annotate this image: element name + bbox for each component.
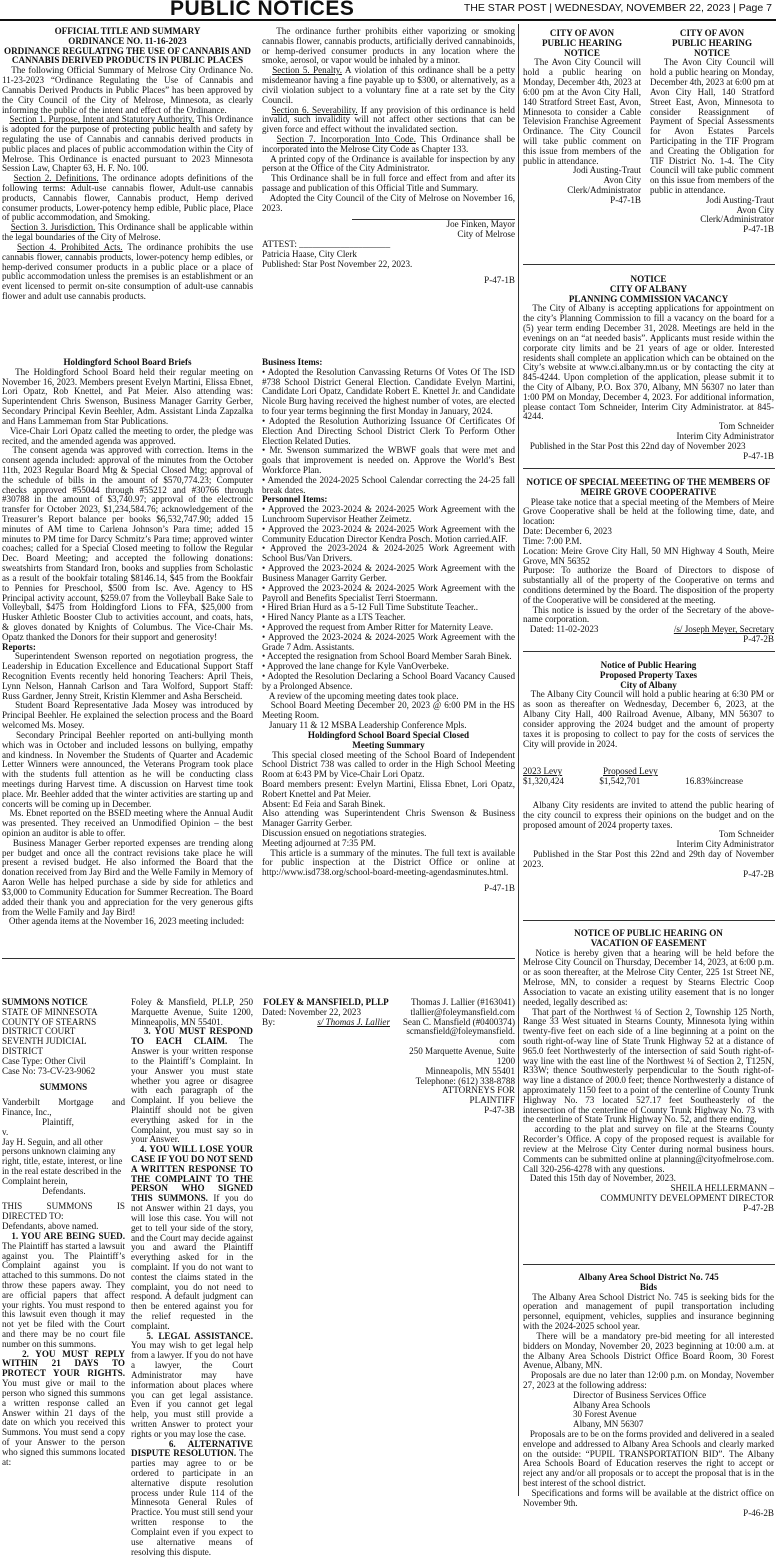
ordinance-title: OFFICIAL TITLE AND SUMMARY [54, 26, 201, 36]
notice-code: P-47-1B [484, 274, 515, 285]
notice-heading: CITY OF AVON [549, 28, 615, 38]
levy-change: 16.83%increase [685, 776, 743, 787]
notice-body: Proposals are due no later than 12:00 p.m. on Monday, November 27, 2023 at the following address: [523, 1370, 774, 1390]
notice-code: P-47-1B [743, 450, 774, 461]
section-label: Section 1. Purpose, Intent and Statutory Authority. [9, 114, 195, 125]
notice-heading: NOTICE [630, 274, 667, 284]
summons-item-text: The parties may agree to or be ordered to participate in an alternative dispute resolution process under Rule 114 of the Minnesota General Rules of Practice. You must still send your written response to the Complaint even if you expect to use alternative means of resolving this dispute. [131, 1448, 254, 1557]
notice-body: The Avon City Council will hold a public hearing on Monday, December 4th, 2023 at 6:00 pm at Avon City Hall, 140 Stratford Street East, Avon, Minnesota to consider Reassignment of Payment of Special Assessments for Avon Estates Parcels Participating in the TIF Program and Creating the Obligation for TIF District No. 1-4. The City Council will take public comment on this issue from members of the public in attendance. [650, 57, 774, 195]
levy-table [523, 767, 743, 787]
plaintiff-attorney-address: Foley & Mansfield, PLLP, 250 Marquette Avenue, Suite 1200, Minneapolis, MN 55401. [131, 997, 253, 1027]
personnel-item: • Approved the 2023-2024 & 2024-2025 Work Agreement with the Grade 7 Adm. Assistants. [262, 631, 515, 652]
section-label: Section 3. Jurisdiction. [10, 222, 96, 233]
personnel-item: • Approved the lane change for Kyle VanOverbeke. [262, 661, 449, 672]
summons-item-text: The Answer is your written response to the Plaintiff’s Complaint. In your Answer you must state whether you agree or disagree with each paragraph of the Complaint. If you believe the Plaintiff should not be given everything asked for in the Complaint, you must say so in your Answer. [131, 1036, 253, 1145]
summons-item-heading: 4. YOU WILL LOSE YOUR CASE IF YOU DO NOT SEND A WRITTEN RESPONSE TO THE COMPLAINT TO THE PERSON WHO SIGNED THIS SUMMONS. [131, 1144, 253, 1204]
personnel-item: • Accepted the resignation from School Board Member Sarah Binek. [262, 651, 512, 662]
signer-name: Jodi Austing-Traut [705, 194, 774, 205]
business-item: • Adopted the Resolution Authorizing Issuance Of Certificates Of Election And Directing School District Clerk To Perform Other Election Related Duties. [262, 415, 515, 446]
holdingford-briefs-col1: Holdingford School Board Briefs The Holdingford School Board held their regular meeting on November 16, 2023. Members present Evelyn Martini, Elissa Ebnet, Lori Opatz, Rob Knettel, and Pat Meier. Also attending was: Superintendent Chris Swenson, Business Manager Garrity Gerber, Secondary Principal Kevin Beehler, Adm. Assistant Linda Zapzalka and Hans Lammeman from Star Publications. Vice-Chair Lori Opatz called the meeting to order, the pledge was recited, and the amended agenda was approved. The consent agenda was approved with correction. Items in the consent agenda included: approval of the minutes from the October 11th, 2023 Regular Board Mtg & Special Closed Mtg; approval of the schedule of bills in the amount of $570,774.23; Computer checks approved #55044 through #55212 and #30766 through #30788 in the amount of $3,740.97; approval of the electronic transfer for October 2023, $1,234,584.76; acknowledgement of the Treasurer’s Report balance per books $6,532,747.90; added 15 minutes of AM time to Carlena Johnson’s Para time; added 15 minutes to PM time for Darcy Schmitz’s Para time; approved winter coaches; called for a Special Closed meeting to follow the Regular Dec. Board Meeting; and accepted the following donations: sweatshirts from Standard Iron, books and supplies from Scholastic as a result of the bookfair totaling $8146.14, $45 from the Bookfair to Pennies for Preschool, $500 from Isc. Ave. Agency to HS Principal activity account, $259.07 from the Volleyball Bake Sale to Volleyball, $475 from Holdingford Lions to FFA, $25,000 from Husker Athletic Booster Club to activities account, and coats, hats, & gloves donated by Knights of Columbus. The Vice-Chair Ms. Opatz thanked the Donors for their support and generosity! Reports: Superintendent Swenson reported on negotiation progress, the Leadership in Education Excellence and Educational Support Staff Recognition Events recently held honoring Teachers: April Theis, Lynn Nelson, Hannah Carlson and Tara Wolford, Support Staff: Russ Gardner, Jenny Streit, Kristin Klemmer and Asha Berscheid. Student Board Representative Jada Mosey was introduced by Principal Beehler. He explained the selection process and the Board welcomed Ms. Mosey. Secondary Principal Beehler reported on anti-bullying month which was in October and included lessons on bullying, empathy and kindness. In November the Students of Quarter and Academic Letter Winners were announced, the Veterans Program took place with the students full attention as he will be conducting class meetings during Harvest time. A discussion on Harvest time took place. Mr. Beehler added that the winter activities are starting up and concerts will be coming up in December. Ms. Ebnet reported on the BSED meeting where the Annual Audit was presented. They received an Unmodified Opinion – the best opinion an auditor is able to offer. Business Manager Gerber reported expenses are trending along per budget and once all the contract revisions take place he will present a revised budget. He also informed the Board that the donation received from Jay Bird and the Welle Family in Memory of Aaron Welle has helped purchase a side by side for athletics and $3,000 to Community Education for Summer Recreation. The Board added their thank you and appreciation for the very generous gifts from the Welle Family and Jay Bird! Other agenda items at the November 16, 2023 meeting included: [2, 357, 254, 927]
court-line: DISTRICT COURT [2, 1026, 76, 1037]
dated-line: Dated: 11-02-2023 [529, 624, 599, 635]
ordinance-heading: ORDINANCE REGULATING THE USE OF CANNABIS AND CANNABIS DERIVED PRODUCTS IN PUBLIC PLACES [4, 45, 251, 66]
business-items-heading: Business Items [262, 357, 320, 367]
column-rule [518, 24, 519, 1496]
court-line: Case No: 73-CV-23-9062 [2, 1065, 96, 1076]
address-line: Director of Business Services Office [573, 1389, 707, 1400]
notice-body: The Avon City Council will hold a public hearing on Monday, December 4th, 2023 at 6:00 pm at the Avon City Hall, 140 Stratford Street East, Avon, Minnesota to consider a Cable Television Franchise Agreement Ordinance. The City Council will take public comment on this issue from members of the public in attendance. [523, 57, 641, 166]
section-text: The ordinance adopts definitions of the following terms: Adult-use cannabis flower, Adult-use cannabis products, Cannabis flower, Cannabis product, Hemp derived consumer products, Lower-potency hemp edible, Public place, Place of public accommodation, and Smoking. [2, 173, 253, 223]
divider [523, 468, 775, 469]
briefs-text: The Holdingford School Board held their regular meeting on November 16, 2023. Members present Evelyn Martini, Elissa Ebnet, Lori Opatz, Rob Knettel, and Pat Meier. Also attending was: Superintendent Chris Swenson, Business Manager Garrity Gerber, Secondary Principal Kevin Beehler, Adm. Assistant Linda Zapzalka and Hans Lammeman from Star Publications. [2, 366, 253, 426]
personnel-item: • Hired Nancy Plante as a LTS Teacher. [262, 612, 406, 623]
section-title: PUBLIC NOTICES [170, 0, 355, 20]
signer-title: COMMUNITY DEVELOPMENT DIRECTOR [600, 1192, 774, 1203]
meeting-time: Time: 7:00 P.M. [523, 535, 582, 546]
divider [523, 1264, 775, 1265]
summons-item-heading: 5. LEGAL ASSISTANCE. [146, 1330, 253, 1341]
attorney-line: 1200 [496, 1055, 515, 1066]
levy-header: 2023 Levy [523, 766, 563, 777]
personnel-item: • Approved the request from Amber Ritter for Maternity Leave. [262, 621, 493, 632]
court-line: SEVENTH JUDICIAL [2, 1036, 87, 1047]
order-text: This notice is issued by the order of the Secretary of the above-name corporation. [523, 604, 774, 625]
invite-text: Albany City residents are invited to attend the public hearing of the city council to express their opinions on the budget and on the proposed amount of 2024 property taxes. [523, 799, 774, 830]
summons-item-heading: 6. ALTERNATIVE DISPUTE RESOLUTION. [131, 1438, 253, 1459]
briefs-text: Student Board Representative Jada Mosey was introduced by Principal Beehler. He explained the selection process and the Board welcomed Ms. Mosey. [2, 700, 253, 731]
published-line: Published in the Star Post this 22nd day of November 2023 [529, 440, 746, 451]
signer-title: Interim City Administrator [676, 839, 774, 850]
law-firm: FOLEY & MANSFIELD, PLLP [263, 997, 389, 1007]
dated-line: Dated this 15th day of November, 2023. [529, 1173, 676, 1184]
summons-item-text: You must give or mail to the person who signed this summons a written response called an Answer within 21 days of the date on which you received this Summons. You must send a copy of your Answer to the person who signed this summons located at: [2, 1378, 125, 1467]
personnel-item: • Approved the 2023-2024 & 2024-2025 Work Agreement with the Payroll and Benefits Specialist Terri Stoermann. [262, 582, 515, 603]
divider [523, 920, 775, 921]
attorney-signature: s/ Thomas J. Lallier [317, 1016, 390, 1027]
printed-copy-text: A printed copy of the Ordinance is available for inspection by any person at the Office of the City Administrator. [262, 153, 515, 174]
signer-name: Tom Schneider [718, 829, 774, 840]
briefs-text: Ms. Ebnet reported on the BSED meeting where the Annual Audit was presented. They received an Unmodified Opinion – the best opinion an auditor is able to offer. [2, 808, 253, 838]
section-text: This Ordinance shall be applicable within the legal boundaries of the City of Melrose. [2, 222, 253, 243]
notice-code: P-47-1B [743, 224, 774, 235]
notice-body: Notice is hereby given that a hearing will be held before the Melrose City Council on Thursday, December 14, 2023, at 6:00 p.m. or as soon thereafter, at the Melrose City Center, 225 1st Street NE, Melrose, MN, to consider a request by Stearns Electric Coop Association to vacate an existing utility easement that is no longer needed, legally described as: [523, 947, 774, 1007]
legal-description: That part of the Northwest ¼ of Section 2, Township 125 North, Range 33 West situated in Stearns County, Minnesota lying within twenty-five feet on each side of a line beginning at a point on the south right-of-way line of State Trunk Highway 52 at a distance of 965.0 feet Northwesterly of the intersection of said South right-of-way line with the east line of the Northwest ¼ of Section 2, T125N, R33W; thence Southwesterly perpendicular to the South right-of-way line a distance of 200.0 feet; thence Northwesterly a distance of approximately 1150 feet to a point of the centerline of County Trunk Highway No. 73 located 527.17 feet Southeasterly of the intersection of the centerline of County Trunk Highway No. 73 with the centerline of State Trunk Highway No. 52, and there ending, [523, 1006, 774, 1125]
business-item: • Mr. Swenson summarized the WBWF goals that were met and goals that improvement is needed on. Approve the World’s Best Workforce Plan. [262, 445, 515, 475]
divider [523, 651, 775, 652]
ordinance-intro: The following Official Summary of Melrose City Ordinance No. 11-23-2023 “Ordinance Regulating the Use of Cannabis and Cannabis Derived Products in Public Places” has been approved by the City Council of the City of Melrose, Minnesota, as clearly informing the public of the intent and effect of the Ordinance. [2, 65, 253, 115]
court-line: DISTRICT [2, 1046, 43, 1057]
summons-item-text: You may wish to get legal help from a lawyer. If you do not have a lawyer, the Court Administrator may have information about places where you can get legal assistance. Even if you cannot get legal help, you must still provide a written Answer to protect your rights or you may lose the case. [131, 1340, 253, 1439]
business-item: • Adopted the Resolution Canvassing Returns Of Votes Of The ISD #738 School District General Election. Candidate Evelyn Martini, Candidate Lori Opatz, Candidate Robert E. Knettel Jr. and Candidate Nicole Burg having received the highest number of votes, are elected to four year terms beginning the first Monday in January, 2024. [262, 366, 515, 417]
section-text: If any provision of this ordinance is held invalid, such invalidity will not affect other sections that can be given force and effect without the invalidated section. [262, 104, 515, 135]
closed-text: This special closed meeting of the School Board of Independent School District 738 was called to order in the High School Meeting Room at 6:43 PM by Vice-Chair Lori Opatz. [262, 749, 515, 780]
secretary-signature: /s/ Joseph Meyer, Secretary [673, 624, 774, 635]
effect-text: This Ordinance shall be in full force and effect from and after its passage and publication of this Official Title and Summary. [262, 173, 515, 193]
easement-notice [523, 928, 774, 1213]
directed-to: THIS SUMMONS IS DIRECTED TO: [2, 1201, 125, 1222]
personnel-item: • Hired Brian Hurd as a 5-12 Full Time Substitute Teacher.. [262, 602, 479, 613]
adopted-text: Adopted the City Council of the City of Melrose on November 16, 2023. [262, 192, 515, 213]
signer-name: Jodi Austing-Traut [572, 165, 641, 176]
section-text: A violation of this ordinance shall be a petty misdemeanor having a fine payable up to $300, or alternatively, as a civil violation subject to a voluntary fine at a rate set by the City Council. [262, 65, 515, 105]
summary-text: This article is a summary of the minutes. The full text is available for public inspection at the District Office or online at http://www.isd738.org/school-board-meeting-agendasminutes.html. [262, 847, 515, 878]
section-text: This Ordinance is adopted for the purpose of protecting public health and safety by regulating the use of Cannabis and cannabis derived products in public places and places of public accommodation within the City of Melrose. This Ordinance is enacted pursuant to 2023 Minnesota Session Law, Chapter 63, H. F. No. 100. [2, 114, 253, 174]
notice-body: according to the plat and survey on file at the Stearns County Recorder’s Office. A copy of the proposed request is available for review at the Melrose City Center during normal business hours. Comments can be submitted online at planning@cityofmelrose.com. Call 320-256-4278 with any questions. [523, 1124, 774, 1174]
court-line: STATE OF MINNESOTA [2, 1006, 98, 1017]
notice-body: There will be a mandatory pre-bid meeting for all interested bidders on Monday, November 20, 2023 beginning at 10:00 a.m. at the Albany Area Schools District Office Board Room, 30 Forest Avenue, Albany, MN. [523, 1330, 774, 1371]
meeting-date: Date: December 6, 2023 [523, 526, 612, 537]
attorney-line: PLAINTIFF [469, 1095, 515, 1106]
closed-meeting-heading: Holdingford School Board Special Closed [307, 729, 470, 740]
closed-text: Board members present: Evelyn Martini, Elissa Ebnet, Lori Opatz, Robert Knettel and Pat Meier. [262, 778, 515, 799]
plaintiff-role: Plaintiff, [42, 1116, 74, 1127]
notice-heading: PLANNING COMMISSION VACANCY [568, 293, 729, 304]
attorney-line: com [499, 1036, 515, 1047]
notice-body: The City of Albany is accepting applications for appointment on the city’s Planning Commission to fill a vacancy on the board for a (5) year term ending December 31, 2028. Meetings are held in the evenings on an “at needed basis”. Applicants must reside within the corporate city limits and be 21 years of age or older. Interested residents shall complete an application which can be obtained on the City’s website at www.ci.albany.mn.us or by contacting the city at 845-4244. Upon completion of the application, please submit it to the City of Albany, P.O. Box 370, Albany, MN 56307 no later than 1:00 PM on Monday, December 4, 2023. For additional information, please contact Tom Schneider, Interim City Administrator. at 845-4244. [523, 303, 774, 422]
levy-value: $1,320,424 [523, 776, 564, 787]
published-line: Published: Star Post November 22, 2023. [262, 258, 413, 269]
notice-intro: Please take notice that a special meeting of the Members of Meire Grove Cooperative shall be held at the following time, date, and location: [523, 496, 774, 527]
notice-heading: Albany Area School District No. 745 [578, 1272, 719, 1282]
signer-city: Avon City [603, 175, 641, 186]
attest-line: ATTEST: ____________________ [262, 239, 391, 250]
section-text: The ordinance prohibits the use cannabis flower, cannabis products, lower-potency hemp edibles, or hemp-derived consumer products in a public place or a place of public accommodation unless the premises is an establishment or an event licensed to permit on-site consumption of adult-use cannabis flower and adult use cannabis products. [2, 241, 253, 301]
closed-text: Also attending was Superintendent Chris Swenson & Business Manager Garrity Gerber. [262, 808, 515, 829]
section-label: Section 6. Severability. [271, 104, 358, 115]
briefs-text: The consent agenda was approved with correction. Items in the consent agenda included: approval of the minutes from the October 11th, 2023 Regular Board Mtg & Special Closed Mtg; approval of the schedule of bills in the amount of $570,774.23; Computer checks approved #55044 through #55212 and #30766 through #30788 in the amount of $3,740.97; approval of the electronic transfer for October 2023, $1,234,584.76; acknowledgement of the Treasurer’s Report balance per books $6,532,747.90; added 15 minutes of AM time to Carlena Johnson’s Para time; added 15 minutes to PM time for Darcy Schmitz’s Para time; approved winter coaches; called for a Special Closed meeting to follow the Regular Dec. Board Meeting; and accepted the following donations: sweatshirts from Standard Iron, books and supplies from Scholastic as a result of the bookfair totaling $8146.14, $45 from the Bookfair to Pennies for Preschool, $500 from Isc. Ave. Agency to HS Principal activity account, $259.07 from the Volleyball Bake Sale to Volleyball, $475 from Holdingford Lions to FFA, $25,000 from Husker Athletic Booster Club to activities account, and coats, hats, & gloves donated by Knights of Columbus. The Vice-Chair Ms. Opatz thanked the Donors for their support and generosity! [2, 445, 253, 642]
summons-heading: SUMMONS NOTICE [2, 997, 88, 1007]
meeting-purpose: Purpose: To authorize the Board of Directors to dispose of substantially all of the property of the Cooperative on terms and conditions determined by the Board. The disposition of the property of the Cooperative will be considered at the meeting. [523, 565, 774, 605]
avon-notice-1 [523, 29, 641, 259]
attorney-line: tlallier@foleymansfield.com [410, 1006, 515, 1017]
published-line: Published in the Star Post this 22nd and 29th day of November 2023. [523, 849, 775, 869]
divider [2, 958, 515, 959]
notice-heading: NOTICE [694, 47, 730, 58]
notice-body: The Albany City Council will hold a public hearing at 6:30 PM or as soon as thereafter on Wednesday, December 6, 2023, at the Albany City Hall, 400 Railroad Avenue, Albany, MN 56307 to consider approving the 2024 budget and the amount of property taxes it is proposing to collect to pay for the costs of services the City will provide in 2024. [523, 689, 774, 749]
mayor-signature: Joe Finken, Mayor [352, 219, 515, 230]
personnel-item: • Adopted the Resolution Declaring a School Board Vacancy Caused by a Prolonged Absence. [262, 671, 515, 691]
albany-planning-notice [523, 275, 774, 465]
melrose-ordinance-col2 [262, 27, 515, 335]
albany-bids-notice [523, 1272, 774, 1518]
section-text: This Ordinance shall be incorporated into the Melrose City Code as Chapter 133. [262, 133, 515, 154]
personnel-items-heading: Personnel Items [262, 494, 325, 505]
next-meeting: January 11 & 12 MSBA Leadership Conference Mpls. [268, 720, 467, 731]
personnel-item: • Approved the 2023-2024 & 2024-2025 Work Agreement with the Community Education Director Kendra Posch. Motion carried.AIF. [262, 523, 515, 544]
next-meeting: School Board Meeting December 20, 2023 @ 6:00 PM in the HS Meeting Room. [262, 700, 515, 721]
personnel-item: • Approved the 2023-2024 & 2024-2025 Work Agreement with School Bus/Van Drivers. [262, 543, 515, 564]
attorney-line: Sean C. Mansfield (#0400374) [402, 1016, 515, 1027]
briefs-text: Superintendent Swenson reported on negotiation progress, the Leadership in Education Excellence and Educational Support Staff Recognition Events recently held honoring Teachers: April Theis, Lynn Nelson, Hannah Carlson and Tara Wolford, Support Staff: Russ Gardner, Jenny Streit, Kristin Klemmer and Asha Berscheid. [2, 651, 253, 701]
levy-value: $1,542,701 [599, 776, 641, 787]
signer-title: Clerk/Administrator [567, 185, 641, 195]
by-label: By: [262, 1016, 276, 1027]
ordinance-number: ORDINANCE NO. 11-16-2023 [68, 35, 187, 46]
plaintiff-name: Vanderbilt Mortgage and Finance, Inc., [2, 1097, 125, 1118]
court-line: COUNTY OF STEARNS [2, 1016, 97, 1027]
dated-line: Dated: November 22, 2023 [262, 1006, 361, 1017]
briefs-text: Business Manager Gerber reported expenses are trending along per budget and once all the contract revisions take place he will present a revised budget. He also informed the Board that the donation received from Jay Bird and the Welle Family in Memory of Aaron Welle has helped purchase a side by side for athletics and $3,000 to Community Education for Summer Recreation. The Board added their thank you and appreciation for the very generous gifts from the Welle Family and Jay Bird! [2, 837, 254, 917]
notice-heading: CITY OF AVON [679, 28, 745, 38]
notice-heading: NOTICE OF SPECIAL MEEETING OF THE MEMBERS OF MEIRE GROVE COOPERATIVE [526, 477, 771, 497]
summons-item-heading: 1. YOU ARE BEING SUED. [11, 1230, 125, 1241]
notice-body: Proposals are to be on the forms provided and delivered in a sealed envelope and addressed to Albany Area Schools and clearly marked on the outside: “PUPIL TRANSPORTATION BID”. The Albany Area Schools Board of Education reserves the right to accept or reject any and/or all proposals or to accept the proposal that is in the best interest of the school district. [523, 1429, 774, 1489]
notice-heading: NOTICE OF PUBLIC HEARING ON [574, 928, 723, 938]
notice-heading: VACATION OF EASEMENT [590, 937, 707, 948]
attorney-line: Telephone: (612) 338-8788 [415, 1075, 515, 1086]
summons-item-heading: 3. YOU MUST RESPOND TO EACH CLAIM. [131, 1026, 253, 1047]
versus: v. [2, 1126, 9, 1137]
clerk-name: Patricia Haase, City Clerk [262, 248, 357, 259]
section-text: The ordinance further prohibits either vaporizing or smoking cannabis flower, cannabis products, artificially derived cannabinoids, or hemp-derived consumer products in any location where the smoke, aerosol, or vapor would be inhaled by a minor. [262, 26, 515, 66]
attorney-line: Minneapolis, MN 55401 [425, 1065, 515, 1076]
levy-value-row [523, 777, 743, 787]
summons-title: SUMMONS [39, 1081, 88, 1092]
court-line: Case Type: Other Civil [2, 1055, 86, 1066]
summons-col1 [2, 998, 125, 1498]
notice-code: P-47-2B [743, 634, 774, 644]
briefs-text: Vice-Chair Lori Opatz called the meeting to order, the pledge was recited, and the amended agenda was approved. [2, 425, 253, 446]
summons-attorney-block [394, 998, 515, 1158]
levy-header: Proposed Levy [603, 766, 658, 777]
signer-title: Clerk/Administrator [700, 214, 774, 225]
briefs-text: Secondary Principal Beehler reported on anti-bullying month which was in October and included lessons on bullying, empathy and kindness. In November the Students of Quarter and Academic Letter Winners were announced, the Veterans Program took place with the students full attention as he will be conducting class meetings during Harvest time. A discussion on Harvest time took place. Mr. Beehler added that the winter activities are starting up and concerts will be coming up in December. [2, 729, 253, 809]
attorney-line: scmansfield@foleymansfield. [406, 1026, 515, 1037]
albany-tax-hearing [523, 660, 775, 879]
attorney-line: Thomas J. Lallier (#163041) [410, 997, 515, 1007]
divider [523, 264, 775, 265]
closed-text: Absent: Ed Feia and Sarah Binek. [262, 798, 386, 809]
notice-code: P-47-3B [484, 1104, 515, 1115]
attorney-line: 250 Marquette Avenue, Suite [409, 1046, 515, 1057]
defendant-name: Jay H. Seguin, and all other persons unknown claiming any right, title, estate, interest, or line in the real estate described in the Complaint herein, [2, 1136, 123, 1186]
holdingford-briefs-col2: Business Items: • Adopted the Resolution Canvassing Returns Of Votes Of The ISD #738 School District General Election. Candidate Evelyn Martini, Candidate Lori Opatz, Candidate Robert E. Knettel Jr. and Candidate Nicole Burg having received the highest number of votes, are elected to four year terms beginning the first Monday in January, 2024. • Adopted the Resolution Authorizing Issuance Of Certificates Of Election And Directing School District Clerk To Perform Other Election Related Duties. • Mr. Swenson summarized the WBWF goals that were met and goals that improvement is needed on. Approve the World’s Best Workforce Plan. • Amended the 2024-2025 School Calendar correcting the 24-25 fall break dates. Personnel Items: • Approved the 2023-2024 & 2024-2025 Work Agreement with the Lunchroom Supervisor Heather Zeimetz. • Approved the 2023-2024 & 2024-2025 Work Agreement with the Community Education Director Kendra Posch. Motion carried.AIF. • Approved the 2023-2024 & 2024-2025 Work Agreement with School Bus/Van Drivers. • Approved the 2023-2024 & 2024-2025 Work Agreement with the Business Manager Garrity Gerber. • Approved the 2023-2024 & 2024-2025 Work Agreement with the Payroll and Benefits Specialist Terri Stoermann. • Hired Brian Hurd as a 5-12 Full Time Substitute Teacher.. • Hired Nancy Plante as a LTS Teacher. • Approved the request from Amber Ritter for Maternity Leave. • Approved the 2023-2024 & 2024-2025 Work Agreement with the Grade 7 Adm. Assistants. • Accepted the resignation from School Board Member Sarah Binek. • Approved the lane change for Kyle VanOverbeke. • Adopted the Resolution Declaring a School Board Vacancy Caused by a Prolonged Absence. A review of the upcoming meeting dates took place. School Board Meeting December 20, 2023 @ 6:00 PM in the HS Meeting Room. January 11 & 12 MSBA Leadership Conference Mpls. Holdingford School Board Special Closed Meeting Summary This special closed meeting of the School Board of Independent School District 738 was called to order in the High School Meeting Room at 6:43 PM by Vice-Chair Lori Opatz. Board members present: Evelyn Martini, Elissa Ebnet, Lori Opatz, Robert Knettel and Pat Meier. Absent: Ed Feia and Sarah Binek. Also attending was Superintendent Chris Swenson & Business Manager Garrity Gerber. Discussion ensued on negotiations strategies. Meeting adjourned at 7:35 PM. This article is a summary of the minutes. The full text is available for public inspection at the District Office or online at http://www.isd738.org/school-board-meeting-agendasminutes.html. P-47-1B [262, 357, 515, 894]
notice-heading: CITY OF ALBANY [609, 283, 688, 294]
masthead-info: THE STAR POST | WEDNESDAY, NOVEMBER 22, 2023 | Page 7 [463, 2, 772, 14]
section-label: Section 2. Definitions. [13, 173, 99, 184]
notice-body: Specifications and forms will be available at the district office on November 9th. [523, 1487, 774, 1508]
attorney-line: ATTORNEYS FOR [442, 1085, 515, 1096]
summons-item-text: If you do not Answer within 21 days, you will lose this case. You will not get to tell your side of the story, and the Court may decide against you and award the Plaintiff everything asked for in the complaint. If you do not want to contest the claims stated in the complaint, you do not need to respond. A default judgment can then be entered against you for the relief requested in the complaint. [131, 1193, 253, 1331]
notice-code: P-47-1B [610, 194, 641, 205]
personnel-item: • Approved the 2023-2024 & 2024-2025 Work Agreement with the Lunchroom Supervisor Heather Zeimetz. [262, 504, 515, 524]
notice-heading: Bids [639, 1281, 658, 1292]
summons-item-text: The Plaintiff has started a lawsuit against you. The Plaintiff’s Complaint against you is attached to this summons. Do not throw these papers away. They are official papers that affect your rights. You must respond to this lawsuit even though it may not yet be filed with the Court and there may be no court file number on this summons. [2, 1240, 125, 1349]
notice-code: P-47-1B [484, 883, 515, 894]
meeting-location: Location: Meire Grove City Hall, 50 MN Highway 4 South, Meire Grove, MN 56352 [523, 545, 774, 566]
notice-heading: PUBLIC HEARING [671, 37, 753, 48]
notice-heading: City of Albany [620, 679, 677, 690]
signer-name: SHEILA HELLERMANN – [670, 1183, 774, 1194]
closed-text: Meeting adjourned at 7:35 PM. [262, 837, 376, 848]
avon-notice-2 [650, 29, 774, 259]
address-line: Albany, MN 56307 [573, 1419, 644, 1430]
notice-heading: Proposed Property Taxes [599, 669, 698, 680]
section-label: Section 7. Incorporation Into Code. [276, 133, 416, 144]
briefs-text: Other agenda items at the November 16, 2023 meeting included: [8, 916, 245, 927]
meire-grove-notice [523, 478, 774, 648]
defendant-role: Defendants. [42, 1185, 86, 1196]
notice-code: P-46-2B [743, 1507, 774, 1518]
mayor-title: City of Melrose [457, 229, 515, 240]
defendants-named: Defendants, above named. [2, 1221, 99, 1232]
briefs-heading: Holdingford School Board Briefs [63, 357, 192, 367]
notice-code: P-47-2B [743, 868, 774, 879]
section-label: Section 4. Prohibited Acts. [17, 241, 123, 252]
summons-col2 [131, 997, 254, 1557]
notice-code: P-47-2B [743, 1202, 774, 1213]
signer-title: Interim City Administrator [676, 431, 774, 441]
summons-col3 [262, 998, 390, 1158]
notice-heading: PUBLIC HEARING [541, 37, 623, 48]
address-line: 30 Forest Avenue [573, 1409, 637, 1420]
review-text: A review of the upcoming meeting dates took place. [268, 690, 459, 701]
closed-meeting-heading: Meeting Summary [352, 739, 425, 750]
notice-heading: NOTICE [564, 47, 600, 58]
personnel-item: • Approved the 2023-2024 & 2024-2025 Work Agreement with the Business Manager Garrity Gerber. [262, 563, 515, 583]
reports-heading: Reports [2, 641, 33, 652]
section-label: Section 5. Penalty. [272, 65, 343, 76]
notice-body: The Albany Area School District No. 745 is seeking bids for the operation and management of pupil transportation including personnel, equipment, vehicles, supplies and insurance beginning with the 2024-2025 school year. [523, 1291, 774, 1332]
melrose-ordinance-col1 [2, 27, 253, 333]
signer-name: Tom Schneider [718, 421, 774, 432]
address-line: Albany Area Schools [573, 1399, 651, 1410]
business-item: • Amended the 2024-2025 School Calendar correcting the 24-25 fall break dates. [262, 474, 515, 495]
closed-text: Discussion ensued on negotiations strategies. [262, 828, 427, 838]
masthead [0, 0, 776, 21]
notice-heading: Notice of Public Hearing [600, 660, 697, 670]
summons-item-heading: 2. YOU MUST REPLY WITHIN 21 DAYS TO PROTECT YOUR RIGHTS. [2, 1348, 125, 1379]
signer-city: Avon City [736, 204, 774, 215]
